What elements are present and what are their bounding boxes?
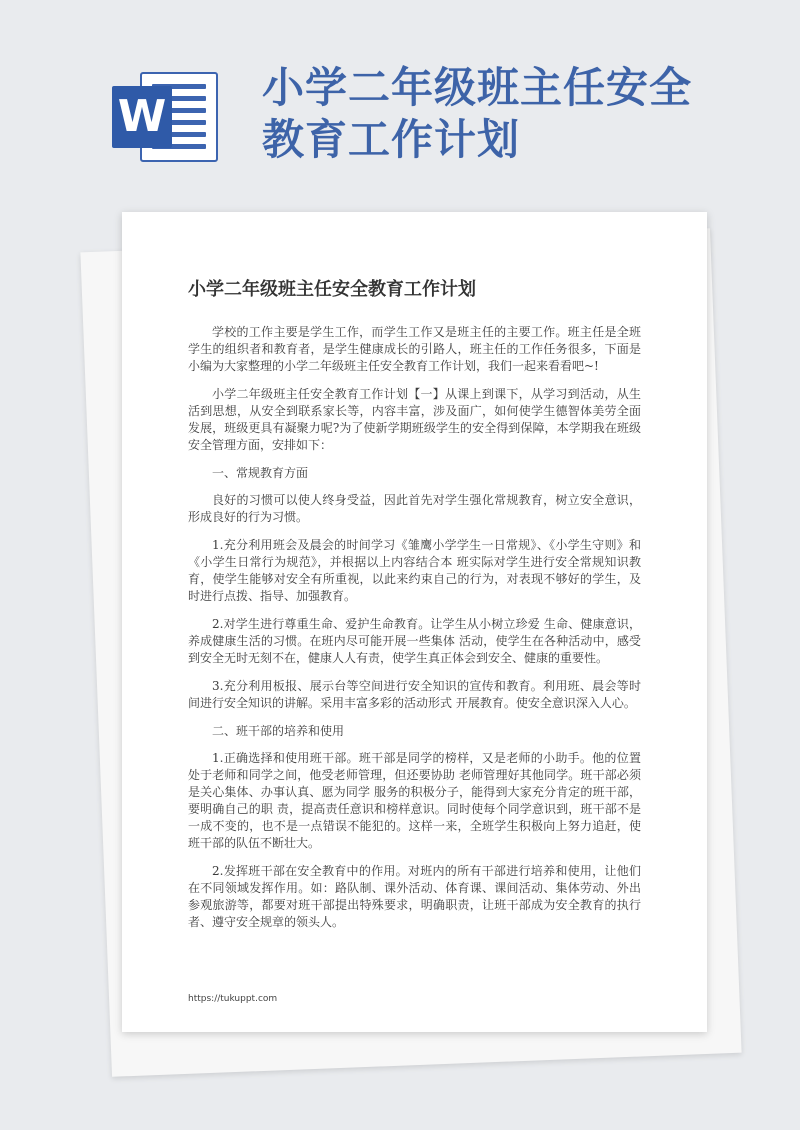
section-heading: 一、常规教育方面 [212,466,309,480]
paragraph: 1.充分利用班会及晨会的时间学习《雏鹰小学学生一日常规》、《小学生守则》和《小学生日常行为规范》，并根据以上内容结合本 班实际对学生进行安全常规知识教育，使学生能够对安全有所重视，以此来约束自己的行为，对表现不够好的学生，及时进行点拨、指导、加强教育。 [188,538,641,603]
word-badge: W [112,86,172,148]
banner [0,0,800,210]
paragraph: 1.正确选择和使用班干部。班干部是同学的榜样，又是老师的小助手。他的位置处于老师和同学之间，他受老师管理，但还要协助 老师管理好其他同学。班干部必须是关心集体、办事认真、愿为同学 服务的积极分子，能得到大家充分肯定的班干部，要明确自己的职 责，提高责任意识和榜样意识。同时使每个同学意识到，班干部不是一成不变的，也不是一点错误不能犯的。这样一来，全班学生积极向上努力追赶，使班干部的队伍不断壮大。 [188,751,641,850]
document-title: 小学二年级班主任安全教育工作计划 [188,279,476,300]
section-heading: 二、班干部的培养和使用 [212,724,345,738]
paragraph: 2.发挥班干部在安全教育中的作用。对班内的所有干部进行培养和使用，让他们在不同领域发挥作用。如：路队制、课外活动、体育课、课间活动、集体劳动、外出参观旅游等，都要对班干部提出特殊要求，明确职责，让班干部成为安全教育的执行者、遵守安全规章的领头人。 [188,864,641,929]
paragraph: 3.充分利用板报、展示台等空间进行安全知识的宣传和教育。利用班、晨会等时间进行安全知识的讲解。采用丰富多彩的活动形式 开展教育。使安全意识深入人心。 [188,679,641,710]
footer-url: https://tukuppt.com [188,994,278,1004]
banner-title: 小学二年级班主任安全教育工作计划 [262,63,693,164]
paragraph: 小学二年级班主任安全教育工作计划【一】从课上到课下，从学习到活动，从生活到思想，从安全到联系家长等，内容丰富，涉及面广，如何使学生德智体美劳全面发展，班级更具有凝聚力呢?为了使新学期班级学生的安全得到保障，本学期我在班级安全管理方面，安排如下： [188,387,641,452]
paragraph: 学校的工作主要是学生工作，而学生工作又是班主任的主要工作。班主任是全班学生的组织者和教育者，是学生健康成长的引路人，班主任的工作任务很多，下面是小编为大家整理的小学二年级班主任安全教育工作计划，我们一起来看看吧~! [188,325,641,373]
paragraph: 良好的习惯可以使人终身受益，因此首先对学生强化常规教育，树立安全意识，形成良好的行为习惯。 [188,493,641,524]
document-page [122,212,707,1032]
word-document-icon [112,72,220,162]
paragraph: 2.对学生进行尊重生命、爱护生命教育。让学生从小树立珍爱 生命、健康意识，养成健康生活的习惯。在班内尽可能开展一些集体 活动，使学生在各种活动中，感受到安全无时无刻不在，健康人人有责，使学生真正体会到安全、健康的重要性。 [188,617,641,665]
